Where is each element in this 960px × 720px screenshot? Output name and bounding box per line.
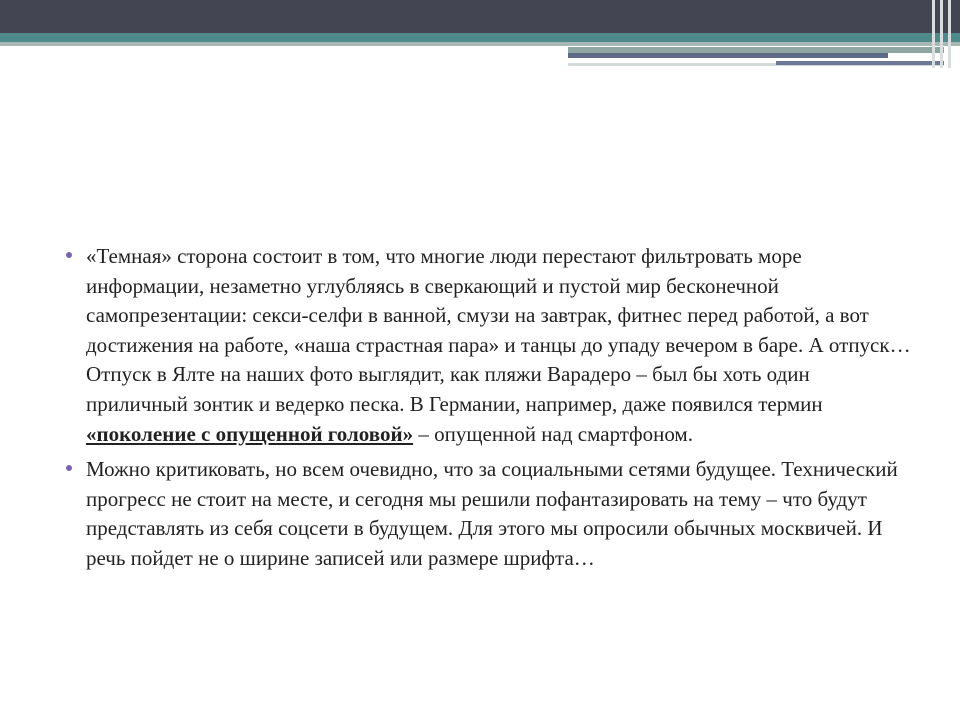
highlighted-term: «поколение с опущенной головой»: [86, 421, 414, 446]
header-dark-band: [0, 0, 960, 33]
header-gray-band: [0, 42, 960, 46]
slide-body: [66, 242, 916, 580]
bullet-text: «Темная» сторона состоит в том, что многие люди перестают фильтровать море информации, незаметно углубляясь в сверкающий и пустой мир бесконечной самопрезентации: секси-селфи в ванной, смузи на завтрак, фитнес перед работой, а вот достижения на работе, «наша страстная пара» и танцы до упаду вечером в баре. А отпуск… Отпуск в Ялте на наших фото выглядит, как пляжи Варадеро – был бы хоть один приличный зонтик и ведерко песка. В Германии, например, даже появился термин: [86, 244, 911, 416]
bullet-item-1: [66, 242, 916, 449]
decor-stripe: [568, 53, 888, 58]
header-teal-band: [0, 33, 960, 42]
bullet-dot-icon: [66, 465, 72, 471]
bullet-item-2: [66, 455, 916, 573]
bullet-text: Можно критиковать, но всем очевидно, что за социальными сетями будущее. Технический прогресс не стоит на месте, и сегодня мы решили пофантазировать на тему – что будут представлять из себя соцсети в будущем. Для этого мы опросили обычных москвичей. И речь пойдет не о ширине записей или размере шрифта…: [86, 457, 898, 570]
decor-vertical-bars: [928, 0, 960, 68]
decor-stripe: [776, 61, 944, 65]
bullet-dot-icon: [66, 252, 72, 258]
bullet-text: – опущенной над смартфоном.: [413, 421, 693, 446]
